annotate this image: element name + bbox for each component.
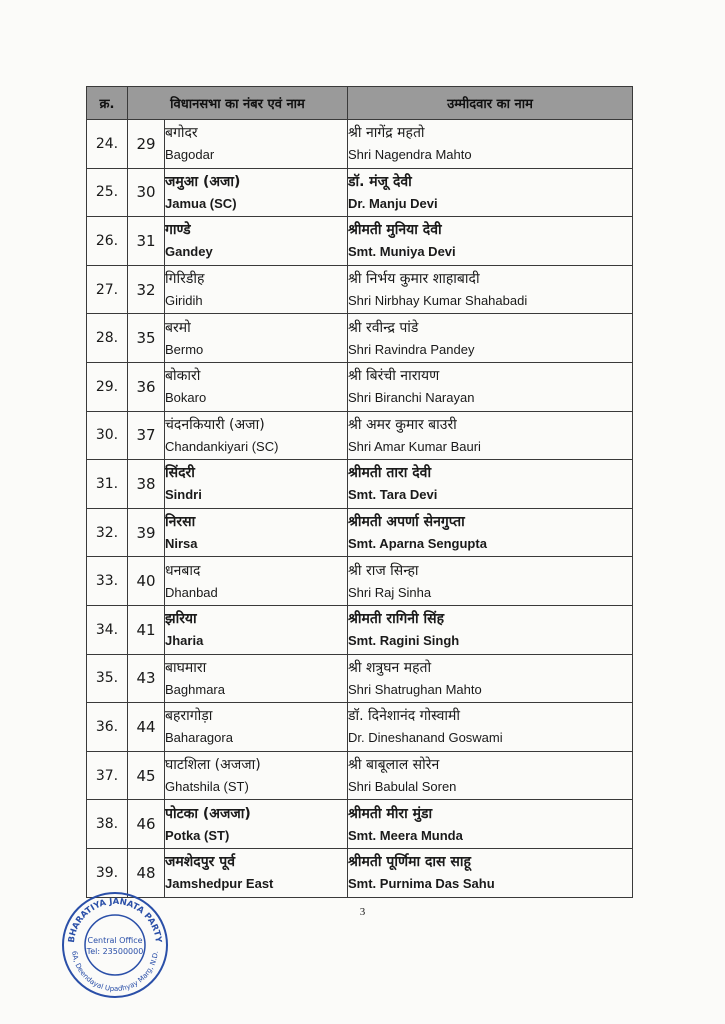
constituency-name-hindi: चंदनकियारी (अजा) [165, 416, 265, 433]
candidate-name-english: Shri Nirbhay Kumar Shahabadi [348, 293, 528, 309]
candidate-name-english: Dr. Manju Devi [348, 195, 438, 211]
table-row [87, 508, 633, 557]
serial-cell: 29. [87, 362, 128, 411]
constituency-number-cell: 48 [128, 848, 165, 897]
constituency-name-hindi: बोकारो [165, 368, 201, 385]
table-row [87, 168, 633, 217]
candidate-name-hindi: श्री रवीन्द्र पांडे [348, 319, 419, 336]
constituency-cell [165, 120, 348, 169]
party-seal [60, 890, 170, 1000]
constituency-name-english: Nirsa [165, 536, 198, 552]
candidate-name-hindi: श्रीमती मीरा मुंडा [348, 805, 433, 822]
candidate-cell [348, 848, 633, 897]
candidate-table [86, 86, 633, 898]
table-row [87, 800, 633, 849]
serial-cell: 39. [87, 848, 128, 897]
candidate-cell [348, 800, 633, 849]
serial-cell: 35. [87, 654, 128, 703]
constituency-name-english: Baharagora [165, 730, 233, 746]
constituency-name-hindi: बगोदर [165, 125, 198, 142]
constituency-cell [165, 168, 348, 217]
constituency-name-english: Dhanbad [165, 584, 218, 600]
constituency-name-english: Gandey [165, 244, 213, 260]
candidate-name-hindi: श्रीमती मुनिया देवी [348, 222, 442, 239]
header-constituency: विधानसभा का नंबर एवं नाम [128, 87, 348, 120]
candidate-name-hindi: श्रीमती रागिनी सिंह [348, 611, 445, 628]
table-row [87, 362, 633, 411]
constituency-cell [165, 217, 348, 266]
constituency-name-hindi: जमुआ (अजा) [165, 173, 241, 190]
candidate-cell [348, 605, 633, 654]
constituency-number-cell: 38 [128, 460, 165, 509]
table-row [87, 411, 633, 460]
serial-cell: 33. [87, 557, 128, 606]
candidate-name-hindi: श्री बिरंची नारायण [348, 368, 440, 385]
table-row [87, 217, 633, 266]
candidate-name-hindi: डॉ. दिनेशानंद गोस्वामी [348, 708, 461, 725]
constituency-cell [165, 508, 348, 557]
constituency-name-hindi: बरमो [165, 319, 191, 336]
table-header-row [87, 87, 633, 120]
candidate-cell [348, 217, 633, 266]
constituency-cell [165, 605, 348, 654]
seal-center-line2: Tel: 23500000 [86, 947, 144, 956]
constituency-number-cell: 31 [128, 217, 165, 266]
table-row [87, 605, 633, 654]
seal-bottom-text: 6A, Deendayal Upadhyay Marg, N.D. [70, 950, 160, 994]
candidate-cell [348, 314, 633, 363]
constituency-cell [165, 314, 348, 363]
serial-cell: 27. [87, 265, 128, 314]
candidate-cell [348, 460, 633, 509]
candidate-name-hindi: श्री अमर कुमार बाउरी [348, 416, 457, 433]
candidate-name-english: Smt. Purnima Das Sahu [348, 876, 495, 892]
constituency-cell [165, 654, 348, 703]
constituency-name-hindi: निरसा [165, 514, 196, 531]
constituency-cell [165, 265, 348, 314]
constituency-name-english: Bokaro [165, 390, 207, 406]
table-row [87, 654, 633, 703]
table-row [87, 314, 633, 363]
constituency-name-hindi: पोटका (अजजा) [165, 805, 251, 822]
candidate-name-english: Shri Amar Kumar Bauri [348, 438, 481, 454]
candidate-cell [348, 703, 633, 752]
constituency-name-hindi: गाण्डे [165, 222, 191, 239]
constituency-number-cell: 43 [128, 654, 165, 703]
constituency-number-cell: 30 [128, 168, 165, 217]
candidate-cell [348, 411, 633, 460]
serial-cell: 32. [87, 508, 128, 557]
candidate-name-english: Smt. Muniya Devi [348, 244, 456, 260]
serial-cell: 37. [87, 751, 128, 800]
table-row [87, 703, 633, 752]
serial-cell: 24. [87, 120, 128, 169]
table-row [87, 557, 633, 606]
constituency-name-hindi: सिंदरी [165, 465, 195, 482]
candidate-cell [348, 168, 633, 217]
constituency-number-cell: 44 [128, 703, 165, 752]
constituency-name-hindi: धनबाद [165, 562, 201, 579]
candidate-cell [348, 751, 633, 800]
table-row [87, 460, 633, 509]
candidate-name-hindi: श्री नागेंद्र महतो [348, 125, 425, 142]
table-row [87, 120, 633, 169]
serial-cell: 30. [87, 411, 128, 460]
seal-inner-ring [85, 915, 145, 975]
constituency-name-english: Baghmara [165, 681, 225, 697]
candidate-name-hindi: श्री बाबूलाल सोरेन [348, 757, 440, 774]
candidate-cell [348, 120, 633, 169]
constituency-cell [165, 703, 348, 752]
constituency-number-cell: 41 [128, 605, 165, 654]
serial-cell: 26. [87, 217, 128, 266]
header-serial: क्र. [87, 87, 128, 120]
table-row [87, 265, 633, 314]
constituency-cell [165, 557, 348, 606]
constituency-cell [165, 800, 348, 849]
candidate-name-hindi: श्रीमती पूर्णिमा दास साहू [348, 854, 471, 871]
constituency-cell [165, 362, 348, 411]
candidate-name-english: Smt. Ragini Singh [348, 633, 460, 649]
candidate-name-english: Smt. Tara Devi [348, 487, 438, 503]
table-row [87, 751, 633, 800]
candidate-name-english: Shri Shatrughan Mahto [348, 681, 482, 697]
seal-outer-ring [63, 893, 167, 997]
constituency-name-hindi: गिरिडीह [165, 271, 205, 288]
serial-cell: 34. [87, 605, 128, 654]
constituency-number-cell: 46 [128, 800, 165, 849]
candidate-name-english: Shri Nagendra Mahto [348, 147, 472, 163]
candidate-name-english: Shri Ravindra Pandey [348, 341, 475, 357]
constituency-number-cell: 35 [128, 314, 165, 363]
page-number: 3 [359, 906, 366, 918]
candidate-name-hindi: श्री राज सिन्हा [348, 562, 419, 579]
candidate-cell [348, 265, 633, 314]
candidate-name-english: Shri Raj Sinha [348, 584, 432, 600]
constituency-number-cell: 37 [128, 411, 165, 460]
serial-cell: 28. [87, 314, 128, 363]
constituency-name-english: Jharia [165, 633, 204, 649]
constituency-name-english: Giridih [165, 293, 203, 309]
candidate-name-english: Smt. Aparna Sengupta [348, 536, 487, 552]
constituency-number-cell: 29 [128, 120, 165, 169]
constituency-name-hindi: झरिया [165, 611, 197, 628]
serial-cell: 38. [87, 800, 128, 849]
constituency-number-cell: 36 [128, 362, 165, 411]
candidate-cell [348, 362, 633, 411]
candidate-name-hindi: डॉ. मंजू देवी [348, 173, 412, 190]
candidate-cell [348, 557, 633, 606]
candidate-name-hindi: श्री शत्रुघन महतो [348, 659, 432, 676]
constituency-name-hindi: बहरागोड़ा [165, 708, 213, 725]
constituency-name-english: Jamua (SC) [165, 195, 237, 211]
header-candidate: उम्मीदवार का नाम [348, 87, 633, 120]
constituency-name-english: Potka (ST) [165, 827, 230, 843]
constituency-number-cell: 32 [128, 265, 165, 314]
candidate-name-hindi: श्रीमती तारा देवी [348, 465, 432, 482]
candidate-name-english: Smt. Meera Munda [348, 827, 463, 843]
constituency-cell [165, 751, 348, 800]
candidate-cell [348, 508, 633, 557]
constituency-name-english: Jamshedpur East [165, 876, 274, 892]
seal-center-line1: Central Office [87, 936, 143, 945]
constituency-name-hindi: घाटशिला (अजजा) [165, 757, 261, 774]
candidate-name-hindi: श्री निर्भय कुमार शाहाबादी [348, 271, 480, 288]
constituency-name-english: Chandankiyari (SC) [165, 438, 279, 454]
constituency-number-cell: 45 [128, 751, 165, 800]
serial-cell: 25. [87, 168, 128, 217]
candidate-name-english: Shri Babulal Soren [348, 779, 457, 795]
candidate-name-english: Shri Biranchi Narayan [348, 390, 475, 406]
constituency-name-english: Bagodar [165, 147, 215, 163]
constituency-name-english: Bermo [165, 341, 204, 357]
constituency-cell [165, 848, 348, 897]
serial-cell: 36. [87, 703, 128, 752]
candidate-name-hindi: श्रीमती अपर्णा सेनगुप्ता [348, 514, 465, 531]
candidate-cell [348, 654, 633, 703]
constituency-number-cell: 40 [128, 557, 165, 606]
table-body [87, 120, 633, 898]
constituency-number-cell: 39 [128, 508, 165, 557]
constituency-name-english: Sindri [165, 487, 202, 503]
constituency-cell [165, 411, 348, 460]
constituency-cell [165, 460, 348, 509]
constituency-name-hindi: बाघमारा [165, 659, 207, 676]
constituency-name-hindi: जमशेदपुर पूर्व [165, 854, 236, 871]
candidate-name-english: Dr. Dineshanand Goswami [348, 730, 503, 746]
serial-cell: 31. [87, 460, 128, 509]
seal-top-text: BHARATIYA JANATA PARTY [66, 896, 164, 944]
constituency-name-english: Ghatshila (ST) [165, 779, 249, 795]
